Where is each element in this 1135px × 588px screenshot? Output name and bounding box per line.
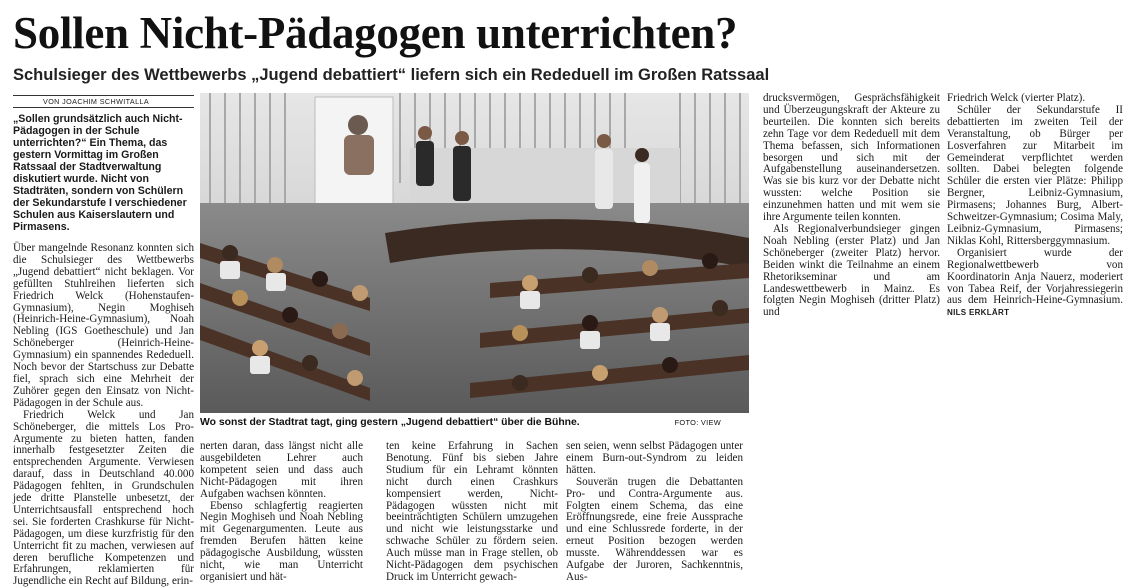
- lead-paragraph: „Sollen grundsätzlich auch Nicht-Pädagogen in der Schule unterrichten?“ Ein Thema, das gestern Vormittag im Großen Ratssaal der Stadtverwaltung diskutiert wurde. Nicht von Stadträten, sondern von Schülern der Sekundarstufe I verschiedener Schulen aus Kaiserslautern und Pirmasens.: [13, 113, 187, 233]
- article-column-4-bottom: [566, 440, 743, 583]
- final-paragraph-text: Organisiert wurde der Regionalwettbewerb von Koordinatorin Anja Nauerz, moderiert von Tabea Reif, der Vorjahressiegerin aus dem Heinrich-Heine-Gymnasium.: [947, 246, 1123, 307]
- article-column-3: [386, 440, 558, 583]
- article-column-5: [947, 93, 1123, 423]
- article-column-2: [200, 440, 363, 583]
- byline: VON JOACHIM SCHWITALLA: [13, 95, 194, 108]
- body-paragraph: Friedrich Welck und Jan Schöneberger, die mittels Los Pro-Argumente zu bieten hatten, fanden innerhalb festgesetzter Zeiten die entsprechenden Argumente. Verwiesen darauf, dass in Deutschland 40.000 Pädagogen fehlten, in Grundschulen jede dritte Planstelle unbesetzt, der Unterrichtsausfall entsprechend hoch sei. Sie forderten Crashkurse für Nicht-Pädagogen, um diese kurzfristig für den Unterricht fit zu machen, verwiesen auf deren berufliche Kompetenzen und Erfahrungen, reklamierten für Jugendliche ein Recht auf Bildung, erin-: [13, 408, 194, 588]
- article-column-1: [13, 95, 194, 588]
- body-paragraph: sen seien, wenn selbst Pädagogen unter einem Burn-out-Syndrom zu leiden hätten.: [566, 440, 743, 476]
- photo-caption: [200, 417, 749, 431]
- body-paragraph: Souverän trugen die Debattanten Pro- und Contra-Argumente aus. Folgten einem Schema, das eine Eröffnungsrede, eine freie Aussprache und eine Schlussrede forderte, in der erneut Position bezogen werden musste. Währenddessen war es Aufgabe der Juroren, Sachkenntnis, Aus-: [566, 475, 743, 583]
- body-paragraph: drucksvermögen, Gesprächsfähigkeit und Überzeugungskraft der Akteure zu beurteilen. Die konnten sich bereits zehn Tage vor dem Rededuell mit dem Thema befassen, sich Informationen besorgen und sich mit der Aufgabenstellung auseinandersetzen. Was sie bis kurz vor der Debatte nicht wussten: welche Position sie einzunehmen hatten und mit wem sie ihre Argumente teilen konnten.: [763, 92, 940, 224]
- body-paragraph: Als Regionalverbundsieger gingen Noah Nebling (erster Platz) und Jan Schöneberger (zweiter Platz) hervor. Beiden winkt die Teilnahme an einem Rhetorikseminar und am Landeswettbewerb in Mainz. Es folgten Negin Moghiseh (dritter Platz) und: [763, 222, 940, 319]
- council-chamber-photo: [200, 93, 749, 413]
- article-photo: [200, 93, 749, 413]
- photo-credit: FOTO: VIEW: [674, 418, 721, 427]
- body-paragraph: ten keine Erfahrung in Sachen Benotung. Fünf bis sieben Jahre Studium für ein Lehramt könnten nicht durch einen Crashkurs kompensiert werden, Nicht-Pädagogen wüssten nicht mit beeinträchtigten Schülern umzugehen und nicht wie leistungsstarke und schwache Schüler zu fördern seien. Auch müsse man in Frage stellen, ob Nicht-Pädagogen dem psychischen Druck im Unterricht gewach-: [386, 440, 558, 583]
- headline: Sollen Nicht-Pädagogen unterrichten?: [13, 8, 738, 58]
- article-column-4-top: [763, 93, 940, 423]
- body-paragraph: Friedrich Welck (vierter Platz).: [947, 92, 1086, 104]
- body-paragraph: [947, 248, 1123, 319]
- subheadline: Schulsieger des Wettbewerbs „Jugend debattiert“ liefern sich ein Rededuell im Großen Ratssaal: [13, 66, 770, 84]
- body-paragraph: Über mangelnde Resonanz konnten sich die Schulsieger des Wettbewerbs „Jugend debattiert“ nicht beklagen. Vor gefüllten Stuhlreihen lieferten sich Friedrich Welck (Hohenstaufen-Gymnasium), Negin Moghiseh (Heinrich-Heine-Gymnasium), Noah Nebling (IGS Goetheschule) und Jan Schöneberger (Heinrich-Heine-Gymnasium) ein spannendes Rededuell. Noch bevor der Startschuss zur Debatte fiel, sprach sich eine Mehrheit der Zuhörer gegen den Einsatz von Nicht-Pädagogen in der Schule aus.: [13, 242, 194, 409]
- body-paragraph: Ebenso schlagfertig reagierten Negin Moghiseh und Noah Nebling mit Gegenargumenten. Leute aus fremden Berufen hätten keine pädagogische Ausbildung, wüssten nicht, wie man Unterricht organisiert und hät-: [200, 499, 363, 583]
- caption-text: Wo sonst der Stadtrat tagt, ging gestern „Jugend debattiert“ über die Bühne.: [200, 417, 580, 428]
- author-credit: NILS ERKLÄRT: [947, 308, 1010, 318]
- body-paragraph: nerten daran, dass längst nicht alle ausgebildeten Lehrer auch kompetent seien und dass auch Nicht-Pädagogen mit ihren Aufgaben wachsen könnten.: [200, 440, 363, 500]
- body-paragraph: Schüler der Sekundarstufe II debattierten im zweiten Teil der Veranstaltung, ob Bürger per Losverfahren zur Mitarbeit im Gemeinderat verpflichtet werden sollten. Dabei belegten folgende Schüler die ersten vier Plätze: Philipp Bergner, Leibniz-Gymnasium, Pirmasens; Johannes Burg, Albert-Schweitzer-Gymnasium; Cosima Maly, Leibniz-Gymnasium, Pirmasens; Niklas Kohl, Rittersberggymnasium.: [947, 103, 1123, 247]
